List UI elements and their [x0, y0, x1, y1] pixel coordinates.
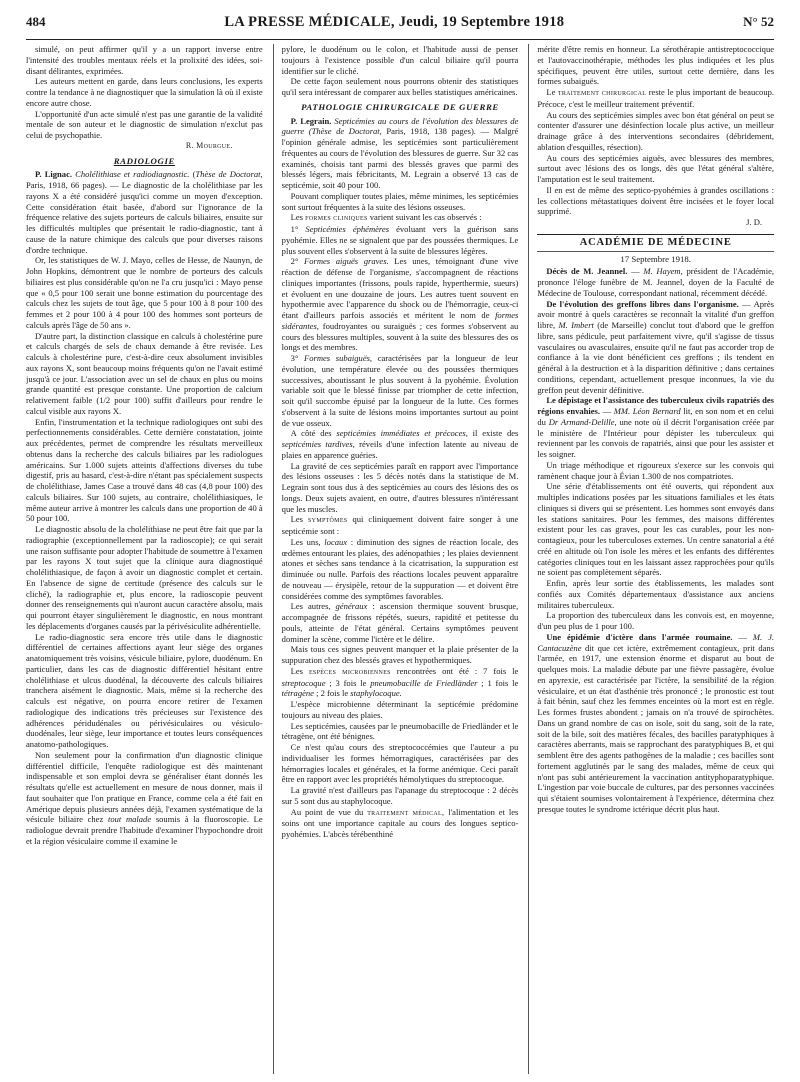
text-run: : ascension thermique souvent brusque, accompagnée de frissons répétés, sueurs, rapidité et petitesse du pouls, atteinte de l'état général. Certains symptômes peuvent dominer la scène, comme l'ictère et le délire. — [281, 601, 519, 644]
paragraph: Le radio-diagnostic sera encore très utile dans le diagnostic différentiel de certaines affections ayant leur siège des organes anatomiquement très voisins, vésicule biliaire, pylore, duodénum. En particulier, dans les cas de diagnostic différentiel hésitant entre cholélithiase et ulcus duodénal, la découverte des calculs biliaires tranchera aisément le diagnostic. Mais, même si la recherche des calculs est négative, on pourra encore retirer de l'examen radiologique des indications très précieuses sur l'existence des adhérences péridudénales ou périvésiculaires ou vésiculo-duodénales, leur siège, leur importance et toutes leurs conséquences anatomo-pathologiques. — [26, 631, 263, 749]
text-run: : diminution des signes de réaction locale, des œdèmes entourant les plaies, des adénopathies ; les plaies deviennent atones et sèches sans tendance à la cicatrisation, la suppuration est diminuée ou nulle. Parfois des réactions locales peuvent apparaître de nouveau — érysipèle, retour de la suppuration — et doivent être considérées comme des symptômes favorables. — [281, 536, 519, 601]
text-run-italic: formes sidérantes, — [281, 310, 519, 331]
section-heading-radiologie: RADIOLOGIE — [113, 155, 175, 166]
text-run-italic: staphylocoque. — [350, 688, 402, 699]
text-run: Non seulement pour la confirmation d'un diagnostic clinique différentiel difficile, l'enquête radiologique est dès maintenant indispensable et son emploi devra se généraliser étant donnés les résultats qu'elle est actuellement en mesure de nous donner, mais il faut souhaiter que l'on pratique en France, comme cela a été fait en Amérique depuis plusieurs années déjà, l'examen systématique de la vésicule biliaire chez — [26, 749, 263, 825]
paragraph — [282, 428, 519, 460]
text-run: réveils d'une infection latente au niveau de plaies en apparence guéries. — [281, 439, 519, 460]
item-heading: Le dépistage et l'assistance des tuberculeux civils rapatriés des régions envahies. — [537, 395, 774, 416]
paragraph: pylore, le duodénum ou le colon, et l'habitude aussi de penser toujours à l'existence possible d'un calcul biliaire qu'il pourra identifier sur le cliché. — [281, 44, 519, 76]
text-run-italic: Formes subaiguës, — [304, 353, 373, 363]
article-author: P. Legrain. — [290, 115, 332, 126]
paragraph: Au cours des septicémies aiguës, avec blessures des membres, surtout avec lésions des os longs, dès que l'état général s'altère, l'amputation est le seul traitement. — [537, 152, 774, 184]
paragraph: simulé, on peut affirmer qu'il y a un rapport inverse entre l'intensité des troubles mentaux réels et la prolixité des idées, soi-disant délirantes, exprimées. — [26, 44, 263, 76]
paragraph: Ce n'est qu'au cours des streptococcémies que l'auteur a pu individualiser les formes hémorragiques, caractérisées par des hémorragies locales et générales, et la forme anémique. Ceci paraît être en rapport avec les propriétés hémolytiques du streptocoque. — [281, 742, 519, 785]
paragraph: D'autre part, la distinction classique en calculs à cholestérine pure et calculs chargés de sels de chaux demande à être revisée. Les calculs à cholestérine pure, c'est-à-dire ceux absolument invisibles aux rayons X, sont beaucoup moins fréquents qu'on ne l'avait estimé jusqu'à ce jour. L'association avec un sel de chaux en plus ou moins grande quantité est presque constante. Une proportion de calcium relativement faible (1/2 pour 100) suffit d'ailleurs pour rendre le calcul visible aux rayons X. — [26, 330, 263, 416]
text-run: Les uns, — [290, 536, 325, 547]
paragraph — [282, 514, 519, 537]
paragraph: Au cours des septicémies simples avec bon état général on peut se contenter d'assurer une désinfection locale plus active, un meilleur drainage grâce à des interventions secondaires (débridement, ablation d'esquilles, résection). — [537, 109, 774, 152]
paragraph: L'opportunité d'un acte simulé n'est pas une garantie de la validité mentale de son auteur et le diagnostic de simulation n'exclut pas celui de psychopathie. — [26, 108, 263, 140]
text-run: Les autres, — [290, 601, 336, 612]
text-run: 1° — [290, 224, 306, 234]
paragraph — [26, 750, 263, 847]
text-run: ; 3 fois le — [325, 677, 371, 688]
text-run: caractérisées par la longueur de leur évolution, une température élevée ou des poussées thermiques successives, aboutissant le plus souvent à la pyohémie. Évolution variable soit que le blessé finisse par triompher de cette infection, soit qu'il succombe épuisé par la longueur de la lutte. Ces formes s'observent à la suite de lésions moins importantes surtout au point de vue osseux. — [281, 353, 519, 428]
academy-title: ACADÉMIE DE MÉDECINE — [579, 236, 732, 248]
text-run: Les — [290, 665, 309, 676]
section-heading-guerre: PATHOLOGIE CHIRURGICALE DE GUERRE — [301, 101, 499, 112]
article-paragraph — [282, 116, 519, 191]
text-run: foudroyantes ou suraiguës ; ces formes s'observent au cours des blessures multiples, souvent à la suite des blessures des os longs et des membres. — [281, 320, 519, 353]
text-run: soumis à la fluoroscopie. Le radiologue devrait prendre l'habitude d'examiner l'hypochondre droit et la région vésiculaire comme il examine le — [26, 814, 263, 846]
paragraph: Pouvant compliquer toutes plaies, même minimes, les septicémies sont surtout fréquentes à la suite des lésions osseuses. — [281, 190, 519, 212]
paragraph: Un triage méthodique et rigoureux s'exerce sur les convois qui ramènent chaque jour à Évian 1.300 de nos compatriotes. — [537, 459, 774, 481]
text-run-smallcaps: espèces microbiennes — [308, 666, 391, 676]
paragraph — [282, 212, 519, 224]
text-run: Au point de vue du — [290, 806, 368, 817]
article-paragraph: P. Lignac. Cholélithiase et radiodiagnostic. (Thèse de Doctorat, Paris, 1918, 66 pages). — Le diagnostic de la cholélithiase par les rayons X a été considéré jusqu'ici comme un moyen d'exception. Cette considération était basée, d'abord sur l'ignorance de la fréquence relative des sujets porteurs de calculs biliaires, ensuite sur les difficultés multiples que présentait le radio-diagnostic, tant à cause de la nature chimique des calculs que pour diverses raisons d'ordre technique. — [26, 169, 263, 255]
article-source: (Thèse de Doctorat, — [308, 126, 382, 137]
signature: J. D. — [746, 217, 763, 227]
page-header — [26, 14, 774, 40]
paragraph — [537, 266, 774, 298]
text-run-italic: M. Imbert — [558, 320, 594, 330]
text-run: Les unes, témoignant d'une vive réaction de défense de l'organisme, s'accompagnent de réactions cliniques importantes (frissons, pouls rapide, hyperthermie, sueurs) et évoluent en une douzaine de jours. Les autres tuent souvent en hypothermie avec l'apparence du shock ou de l'hémorragie, ceux-ci étant d'ailleurs parfois associés et méritent le nom de — [281, 256, 519, 320]
column-left — [26, 44, 263, 1074]
paragraph: Les auteurs mettent en garde, dans leurs conclusions, les experts contre la tendance à ne diagnostiquer que la simulation là où il existe encore autre chose. — [26, 76, 263, 108]
text-run-italic: tout malade — [107, 814, 152, 825]
text-run-italic: généraux — [335, 601, 368, 612]
text-run: Les — [290, 212, 306, 223]
text-run-smallcaps: formes cliniques — [305, 213, 368, 223]
text-run: (de Marseille) conclut tout d'abord que le greffon libre, sans pédicule, peut parfaitement vivre, qu'il s'agisse de tissus vasculaires ou avasculaires, ensuite qu'il ne faut pas accorder trop de confiance à la vie dont bénéficient ces greffons ; ils tendent en général à la destruction et à la disparition définitive ; dans certaines conditions, cependant, actuellement presque inconnues, la vie du greffon peut devenir définitive. — [537, 320, 774, 395]
paragraph: La gravité de ces septicémies paraît en rapport avec l'importance des lésions osseuses : les 5 décès notés dans la statistique de M. Legrain sont tous dus à des septicémies au cours des lésions des os longs. Deux sujets avaient, en outre, d'autres blessures n'intéressant que les muscles. — [281, 460, 519, 514]
text-run-italic: locaux — [324, 536, 348, 547]
text-run: 3° — [290, 353, 304, 363]
article-source: Thèse de Doctorat, — [195, 169, 263, 180]
text-run: ; 2 fois le — [313, 688, 351, 699]
text-run: 2° — [290, 256, 305, 267]
text-run-italic: M. Hayem — [643, 266, 681, 277]
text-run: dit que cet ictère, extrêmement contagieux, prit dans l'armée, en 1917, une extension énorme et disparut au bout de quelques mois. La maladie débute par une fièvre passagère, évolue en apyrexie, est caractérisée par l'ictère, la sensibilité de la région vésiculaire, et un état d'asthénie très prononcé ; le pronostic est tout à fait bénin, sauf chez les femmes enceintes où la mort est en règle. Les formes frustes abondent ; jamais on n'a trouvé de spirochètes. Dans un grand nombre de cas on isole, soit du sang, soit de la rate, soit de la bile, soit des matières fécales, des bacilles paratyphiques à caractères aberrants, mais se rapprochant des paratyphiques B, et qui semblent être des agents pathogènes de la maladie ; ces bacilles sont fortement agglutinés par le sang des malades, même de ceux qui n'ont pas subi antérieurement la vaccination antityphoparatyphique. L'ingestion par voie buccale de cultures, par des personnes vaccinées qui s'étaient soumises volontairement à l'expérience, détermina chez presque toutes le syndrome ictérique décrit plus haut. — [537, 642, 774, 814]
signature-text: R. Mourgue. — [185, 140, 233, 150]
article-title: Septicémies au cours de l'évolution des blessures de guerre — [281, 115, 519, 137]
paragraph — [537, 395, 774, 460]
text-run-smallcaps: symptômes — [308, 515, 348, 525]
session-date: 17 Septembre 1918. — [620, 253, 691, 264]
text-run-italic: tétragène — [281, 688, 314, 699]
academy-section-header — [537, 234, 774, 252]
article-title: Cholélithiase et radiodiagnostic. — [75, 169, 190, 180]
paragraph — [282, 666, 519, 699]
paragraph: Une série d'établissements ont été ouverts, qui répondent aux multiples indications posées par les situations familiales et les états cliniques si divers qui se présentent. Les hommes sont envoyés dans les stations sanitaires. Pour les femmes, des maisons différentes existent pour les cas graves, pour les cas curables, pour les non-contagieux, pour les tuberculoses externes. Un centre sanatorial a été créé en altitude où l'on isole les mères et les enfants des différentes catégories cliniques tout en les laissant assez rapprochées pour qu'ils ne soient pas complètement séparés. — [537, 481, 774, 578]
text-run: lit, en son nom et en celui du — [537, 406, 774, 427]
paragraph — [282, 807, 519, 840]
paragraph — [537, 87, 774, 110]
column-right — [528, 44, 774, 1074]
text-run: , une note où il décrit l'organisation créée par le ministère de l'Intérieur pour dépister les tuberculeux qui reviennent par les convois de rapatriés, ainsi que pour les assister et les soigner. — [537, 416, 774, 459]
paragraph — [282, 537, 519, 602]
item-heading: Décès de M. Jeannel. — [546, 266, 628, 277]
text-run: , président de l'Académie, prononce l'éloge funèbre de M. Jeannel, doyen de la Faculté de Médecine de Toulouse, correspondant national, récemment décédé. — [537, 266, 774, 298]
issue-number: N° 52 — [743, 14, 774, 29]
text-run: — Après avoir montré à quels caractères se reconnaît la vitalité d'un greffon libre, — [537, 298, 774, 330]
paragraph: La proportion des tuberculeux dans les convois est, en moyenne, d'un peu plus de 1 pour 100. — [537, 610, 774, 631]
text-run-italic: streptocoque — [281, 677, 326, 688]
text-run: reste le plus important de beaucoup. Précoce, c'est le meilleur traitement préventif. — [537, 87, 774, 109]
text-run: qui cliniquement doivent faire songer à une septicémie sont : — [281, 514, 519, 536]
text-run-italic: MM. Léon Bernard — [613, 406, 681, 416]
text-run-smallcaps: traitement médical, — [367, 807, 445, 817]
paragraph: Les septicémies, causées par le pneumobacille de Friedländer et le tétragène, ont été bénignes. — [281, 720, 519, 742]
text-run: il existe des — [467, 428, 519, 439]
item-heading: Une épidémie d'ictère dans l'armée roumaine. — [546, 631, 733, 642]
article-text: Paris, 1918, 138 pages). — Malgré l'opinion générale admise, les septicémies sont particulièrement fréquentes au cours de l'évolution des blessures de guerre. Sur 32 cas examinés, choisis tant parmi des blessés graves que parmi des blessés légers, mais fébricitants, M. Legrain a observé 13 cas de septicémie, soit 40 pour 100. — [281, 126, 519, 190]
text-run-italic: septicémies immédiates et précoces, — [336, 428, 468, 439]
text-run: — — [732, 631, 753, 642]
text-run: ; 1 fois le — [477, 677, 519, 688]
text-run-smallcaps: traitement chirurgical — [557, 88, 647, 97]
paragraph — [282, 601, 519, 644]
paragraph: Enfin, l'instrumentation et la technique radiologiques ont subi des perfectionnements considérables. Cette dernière constatation, jointe aux précédentes, permet de comprendre les résultats merveilleux obtenus dans la recherche des calculs biliaires par les radiologues américains. Sur 1.000 sujets atteints d'affections diverses du tube digestif, pris au hasard, c'est-à-dire n'étant pas spécialement suspects de cholélithiase, James Case a trouvé dans 48 cas (4,8 pour 100) des calculs biliaires. Sur 100 sujets, au contraire, cholélithiasiques, le même auteur arrive à montrer les calculs dans une proportion de 40 à 50 pour 100. — [26, 416, 263, 524]
text-run: — — [627, 266, 644, 277]
masthead-title: LA PRESSE MÉDICALE, Jeudi, 19 Septembre 1918 — [224, 14, 565, 30]
paragraph — [282, 224, 519, 256]
paragraph: Or, les statistiques de W. J. Mayo, celles de Hesse, de Naunyn, de John Hopkins, démontrent que le nombre de porteurs des calculs biliaires est plus considérable qu'on ne l'a cru jusqu'ici : Mayo pense que « 0,5 pour 100 serait une bonne estimation du pourcentage des calculs chez les sujets de tout âge, que 5 pour 100 à 8 pour 100 des femmes et 2 pour 100 à 4 pour 100 des hommes sont porteurs de calculs après l'âge de 50 ans ». — [26, 255, 263, 330]
paragraph: L'espèce microbienne déterminant la septicémie prédomine toujours au niveau des plaies. — [281, 699, 519, 720]
text-run-italic: septicémies tardives, — [281, 439, 355, 449]
text-run-italic: Dr Armand-Delille — [548, 416, 615, 427]
paragraph: Enfin, après leur sortie des établissements, les malades sont confiés aux Comités départementaux d'assistance aux anciens militaires tuberculeux. — [537, 578, 774, 610]
paragraph: La gravité n'est d'ailleurs pas l'apanage du streptocoque : 2 décès sur 5 sont dus au staphylocoque. — [281, 785, 519, 806]
article-author: P. Lignac. — [35, 169, 73, 180]
columns — [26, 44, 774, 1074]
newspaper-page — [26, 14, 774, 1074]
column-middle — [273, 44, 519, 1074]
paragraph: Le diagnostic absolu de la cholélithiase ne peut être fait que par la radiographie (exceptionnellement par la radioscopie); ce qui serait une raison suffisante pour adopter l'habitude de soumettre à l'examen par les rayons X tout sujet que la clinique aura diagnostiqué cholélithiasique, de façon à avoir un diagnostic complet et certain. En l'absence de signe de certitude (présence des calculs sur le cliché), la radiographie et, plus encore, la radioscopie peuvent donner des renseignements qui n'auront aucun caractère absolu, mais qui pourront étayer singulièrement le diagnostic, en nous montrant les déplacements d'organes causés par la périvésiculite adhérentielle. — [26, 524, 263, 631]
paragraph: Mais tous ces signes peuvent manquer et la plaie présenter de la suppuration chez des blessés graves et hypothermiques. — [281, 644, 519, 665]
signature — [26, 141, 263, 152]
text-run: — — [600, 406, 614, 416]
paragraph: De cette façon seulement nous pourrons obtenir des statistiques qu'il sera intéressant de comparer aux belles statistiques américaines. — [281, 76, 519, 97]
paragraph — [282, 256, 519, 353]
paragraph: mérite d'être remis en honneur. La sérothérapie antistreptococcique et l'autovaccinothérapie, méthodes les plus indiquées et les plus spécifiques, peuvent être utiles, surtout cette dernière, dans les formes subaiguës. — [537, 44, 774, 87]
paragraph — [537, 299, 774, 396]
item-heading: De l'évolution des greffons libres dans l'organisme. — [546, 298, 739, 309]
text-run: varient suivant les cas observés : — [367, 212, 482, 223]
page-number: 484 — [26, 14, 46, 29]
text-run: Les — [290, 514, 309, 525]
text-run-italic: pneumobacille de Friedländer — [370, 677, 478, 688]
article-text: Paris, 1918, 66 pages). — Le diagnostic de la cholélithiase par les rayons X a été considéré jusqu'ici comme un moyen d'exception. Cette considération était basée, d'abord sur l'ignorance de la fréquence relative des sujets porteurs de calculs biliaires, ensuite sur les difficultés multiples que présentait le radio-diagnostic, tant à cause de la nature chimique des calculs que pour diverses raisons d'ordre technique. — [26, 180, 263, 255]
text-run-italic: M. J. Cantacuzène — [537, 631, 774, 653]
paragraph: Il en est de même des septico-pyohémies à grandes oscillations : les collections métastatiques doivent être incisées et le foyer local supprimé. — [537, 184, 774, 217]
text-run-italic: Septicémies éphémères — [305, 224, 390, 234]
text-run: rencontrées ont été : 7 fois le — [390, 665, 519, 676]
text-run: Le — [546, 87, 558, 97]
paragraph — [537, 632, 774, 815]
text-run: évoluant vers la guérison sans pyohémie. Elles ne se signalent que par des poussées thermiques. Le plus souvent elles s'observent à la suite de blessures légères. — [281, 224, 519, 256]
text-run: A côté des — [290, 428, 337, 439]
text-run-italic: Formes aiguës graves. — [304, 256, 389, 267]
text-run: l'alimentation et les soins ont une importance capitale au cours des longues septico-pyohémies. L'abcès térébenthiné — [281, 806, 519, 839]
paragraph — [282, 353, 519, 428]
